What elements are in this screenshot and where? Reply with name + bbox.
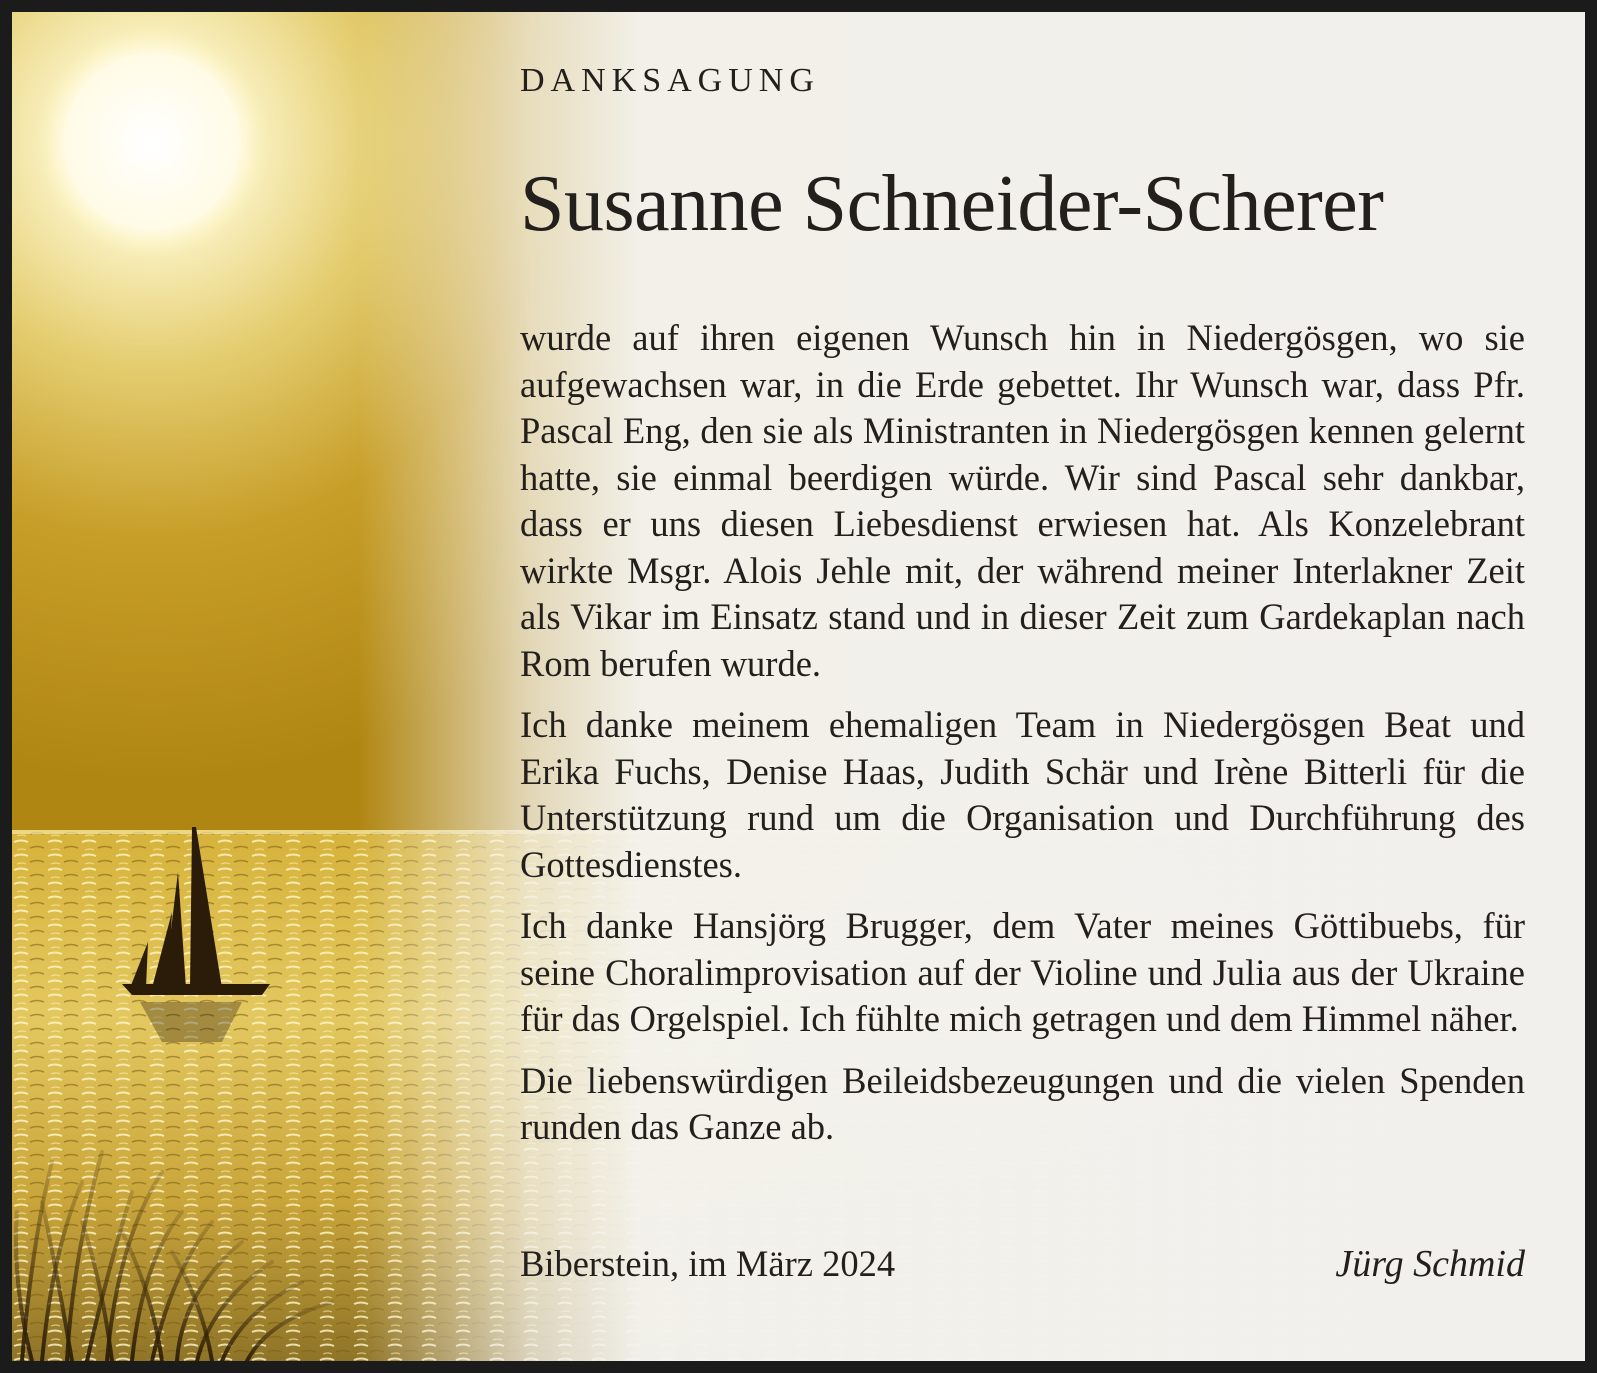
body-paragraph: wurde auf ihren eigenen Wunsch hin in Niedergösgen, wo sie aufgewachsen war, in die Erde gebettet. Ihr Wunsch war, dass Pfr. Pascal Eng, den sie als Ministranten in Niedergösgen kennen gelernt hatte, sie einmal beerdigen würde. Wir sind Pascal sehr dankbar, dass er uns diesen Liebesdienst erwiesen hat. Als Konzelebrant wirkte Msgr. Alois Jehle mit, der während meiner Interlakner Zeit als Vikar im Einsatz stand und in dieser Zeit zum Gardekaplan nach Rom berufen wurde. (520, 317, 1525, 684)
body-paragraph: Ich danke meinem ehemaligen Team in Niedergösgen Beat und Erika Fuchs, Denise Haas, Judith Schär und Irène Bitterli für die Unterstützung rund um die Organisation und Durchführung des Gottesdienstes. (520, 704, 1525, 885)
signature: Jürg Schmid (1335, 1243, 1525, 1285)
obituary-notice (12, 12, 1585, 1361)
body-paragraph: Die liebenswürdigen Beileidsbezeugungen und die vielen Spenden runden das Ganze ab. (520, 1059, 1525, 1147)
body-paragraph: Ich danke Hansjörg Brugger, dem Vater meines Göttibuebs, für seine Choralimprovisation auf der Violine und Julia aus der Ukraine für das Orgelspiel. Ich fühlte mich getragen und dem Himmel näher. (520, 905, 1525, 1039)
notice-body (520, 315, 1525, 1166)
notice-heading: DANKSAGUNG (520, 62, 820, 99)
closing-line (520, 1242, 1525, 1286)
deceased-name: Susanne Schneider-Scherer (520, 160, 1384, 248)
notice-text-area (520, 12, 1535, 1361)
place-date: Biberstein, im März 2024 (520, 1243, 896, 1284)
